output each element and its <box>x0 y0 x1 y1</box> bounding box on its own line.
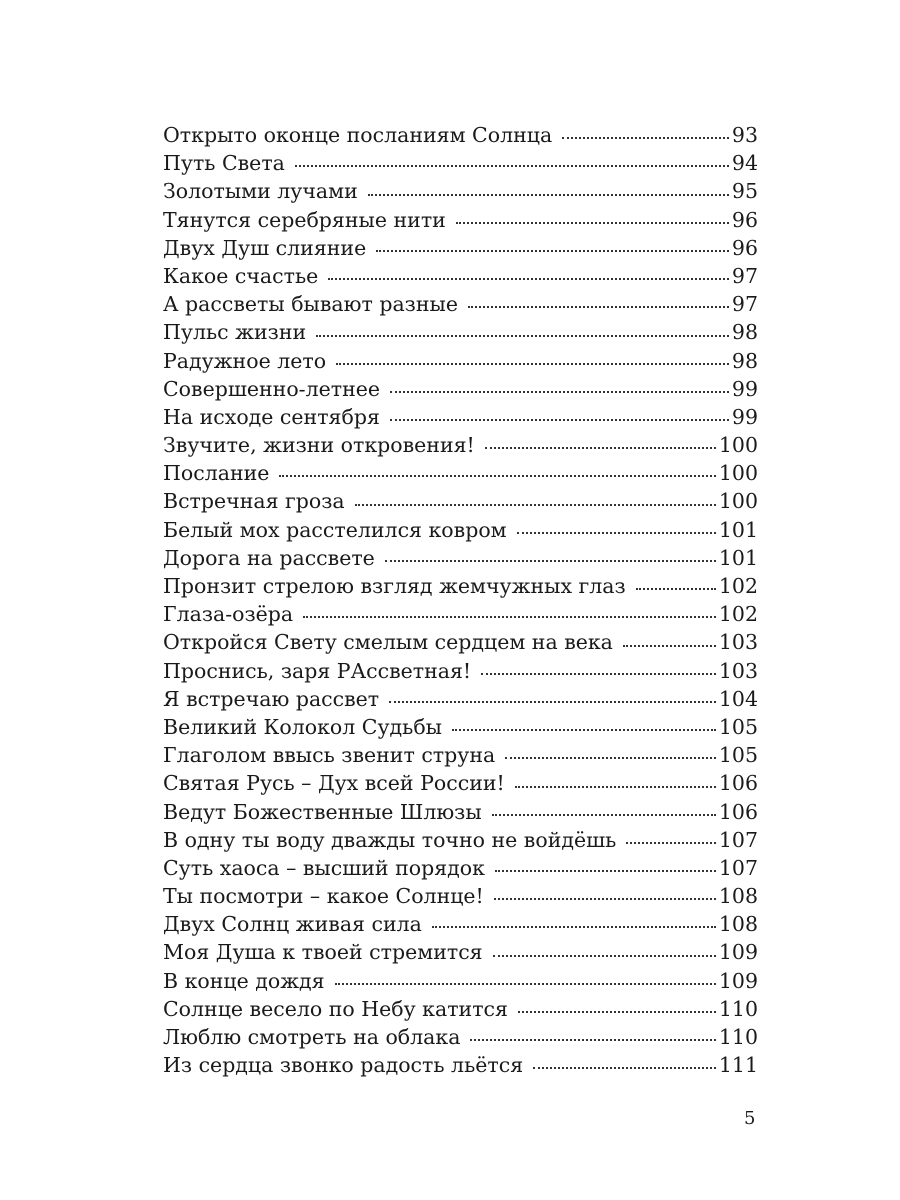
toc-entry <box>163 206 758 234</box>
toc-entry-title: Из сердца звонко радость льётся <box>163 1053 524 1078</box>
toc-entry-page: 107 <box>718 827 758 852</box>
toc-entry <box>163 713 758 741</box>
toc-entry-title: Суть хаоса – высший порядок <box>163 855 485 880</box>
toc-entry <box>163 769 758 797</box>
toc-entry <box>163 938 758 966</box>
toc-entry-page: 100 <box>718 489 758 514</box>
toc-entry-page: 97 <box>731 263 758 288</box>
toc-entry <box>163 1051 758 1079</box>
page-number: 5 <box>744 1108 756 1129</box>
dot-leader <box>623 645 716 647</box>
toc-entry-title: Люблю смотреть на облака <box>163 1025 461 1049</box>
toc-entry-title: Пронзит стрелою взгляд жемчужных глаз <box>163 574 626 598</box>
toc-entry <box>163 685 758 713</box>
toc-entry <box>163 375 758 403</box>
toc-entry <box>163 741 758 769</box>
toc-entry-page: 96 <box>731 235 758 260</box>
dot-leader <box>385 560 716 562</box>
dot-leader <box>452 729 716 731</box>
toc-entry-title: Тянутся серебряные нити <box>163 207 446 232</box>
toc-entry-title: Двух Душ слияние <box>163 235 367 260</box>
dot-leader <box>470 1039 715 1041</box>
dot-leader <box>390 419 729 421</box>
toc-entry <box>163 234 758 262</box>
toc-entry-title: Звучите, жизни откровения! <box>163 433 475 458</box>
toc-entry-page: 94 <box>731 151 758 176</box>
toc-entry <box>163 431 758 459</box>
dot-leader <box>316 335 729 337</box>
toc-entry-page: 102 <box>718 602 758 627</box>
toc-entry-title: Радужное лето <box>163 348 327 373</box>
toc-entry-title: Солнце весело по Небу катится <box>163 996 508 1021</box>
toc-entry-page: 101 <box>718 545 758 570</box>
dot-leader <box>279 475 715 477</box>
toc-entry-page: 110 <box>718 996 758 1021</box>
toc-entry-title: В конце дождя <box>163 968 325 993</box>
toc-entry-title: Дорога на рассвете <box>163 545 375 570</box>
toc-entry-title: Открыто оконце посланиям Солнца <box>163 123 553 147</box>
toc-entry-page: 104 <box>718 686 758 711</box>
toc-entry <box>163 149 758 177</box>
toc-entry-page: 108 <box>718 912 758 937</box>
toc-entry-page: 105 <box>718 714 758 739</box>
toc-entry <box>163 657 758 685</box>
toc-entry-page: 101 <box>718 517 758 542</box>
toc-entry <box>163 262 758 290</box>
dot-leader <box>390 391 729 393</box>
dot-leader <box>456 222 729 224</box>
toc-entry-page: 100 <box>718 433 758 458</box>
toc-entry <box>163 995 758 1023</box>
dot-leader <box>389 701 716 703</box>
dot-leader <box>494 898 716 900</box>
toc-entry-page: 103 <box>718 630 758 655</box>
toc-entry-page: 107 <box>718 855 758 880</box>
dot-leader <box>468 306 729 308</box>
toc-entry <box>163 910 758 938</box>
dot-leader <box>295 165 729 167</box>
toc-entry-title: Золотыми лучами <box>163 179 358 204</box>
toc-entry-title: Великий Колокол Судьбы <box>163 714 442 739</box>
toc-entry <box>163 967 758 995</box>
toc-entry-title: Встречная гроза <box>163 489 345 514</box>
toc-entry-title: В одну ты воду дважды точно не войдёшь <box>163 827 617 852</box>
toc-entry-page: 109 <box>718 940 758 965</box>
toc-entry-page: 103 <box>718 658 758 683</box>
toc-entry <box>163 318 758 346</box>
toc-entry-page: 96 <box>731 207 758 232</box>
dot-leader <box>355 504 716 506</box>
toc-entry-title: Белый мох расстелился ковром <box>163 517 507 542</box>
toc-entry-title: Откройся Свету смелым сердцем на века <box>163 630 613 655</box>
toc-entry-title: Совершенно-летнее <box>163 376 381 401</box>
toc-entry-page: 106 <box>718 799 758 824</box>
dot-leader <box>328 278 729 280</box>
toc-entry-title: Пульс жизни <box>163 320 307 345</box>
toc-entry <box>163 516 758 544</box>
toc-entry-title: Ведут Божественные Шлюзы <box>163 799 482 824</box>
dot-leader <box>626 842 716 844</box>
dot-leader <box>303 616 716 618</box>
toc-entry <box>163 798 758 826</box>
toc-entry-page: 110 <box>718 1025 758 1049</box>
toc-entry-title: Послание <box>163 461 270 486</box>
toc-entry-page: 98 <box>731 348 758 373</box>
dot-leader <box>493 955 716 957</box>
toc-entry <box>163 572 758 600</box>
dot-leader <box>335 983 716 985</box>
toc-entry <box>163 854 758 882</box>
dot-leader <box>376 250 729 252</box>
dot-leader <box>432 926 716 928</box>
toc-entry-title: Я встречаю рассвет <box>163 686 380 711</box>
toc-entry <box>163 544 758 572</box>
toc-entry <box>163 628 758 656</box>
toc-entry <box>163 403 758 431</box>
toc-entry-page: 108 <box>718 884 758 909</box>
dot-leader <box>533 1067 716 1069</box>
dot-leader <box>505 757 716 759</box>
toc-entry-page: 99 <box>731 404 758 429</box>
toc-entry <box>163 487 758 515</box>
dot-leader <box>485 447 716 449</box>
toc-entry-page: 100 <box>718 461 758 486</box>
dot-leader <box>517 532 716 534</box>
toc-entry-page: 109 <box>718 968 758 993</box>
toc-entry-title: Ты посмотри – какое Солнце! <box>163 884 484 909</box>
toc-entry <box>163 177 758 205</box>
toc-entry <box>163 121 758 149</box>
toc-entry <box>163 459 758 487</box>
toc-entry-title: Моя Душа к твоей стремится <box>163 940 483 965</box>
dot-leader <box>515 786 716 788</box>
dot-leader <box>336 363 729 365</box>
dot-leader <box>492 814 716 816</box>
dot-leader <box>636 588 716 590</box>
dot-leader <box>481 673 716 675</box>
toc-entry-page: 102 <box>718 574 758 598</box>
toc-entry-page: 99 <box>731 376 758 401</box>
toc-entry <box>163 826 758 854</box>
toc-entry-title: Проснись, заря РАссветная! <box>163 658 472 683</box>
dot-leader <box>495 870 716 872</box>
toc-entry-title: Двух Солнц живая сила <box>163 912 422 937</box>
toc-entry-title: А рассветы бывают разные <box>163 292 458 317</box>
dot-leader <box>562 137 729 139</box>
table-of-contents <box>163 121 758 1079</box>
toc-entry-page: 111 <box>718 1053 758 1078</box>
toc-entry-page: 95 <box>731 179 758 204</box>
toc-entry <box>163 347 758 375</box>
toc-entry-title: Глаголом ввысь звенит струна <box>163 743 496 768</box>
toc-entry-page: 97 <box>731 292 758 317</box>
dot-leader <box>518 1011 716 1013</box>
dot-leader <box>368 194 729 196</box>
toc-entry <box>163 290 758 318</box>
toc-entry <box>163 882 758 910</box>
toc-entry-title: Святая Русь – Дух всей России! <box>163 771 505 796</box>
toc-entry-page: 106 <box>718 771 758 796</box>
toc-entry-title: Какое счастье <box>163 263 319 288</box>
toc-entry-page: 105 <box>718 743 758 768</box>
toc-entry-title: Глаза-озёра <box>163 602 294 627</box>
toc-entry-page: 98 <box>731 320 758 345</box>
toc-entry-page: 93 <box>731 123 758 147</box>
toc-entry <box>163 600 758 628</box>
toc-entry-title: На исходе сентября <box>163 404 380 429</box>
toc-entry-title: Путь Света <box>163 151 285 176</box>
toc-entry <box>163 1023 758 1051</box>
